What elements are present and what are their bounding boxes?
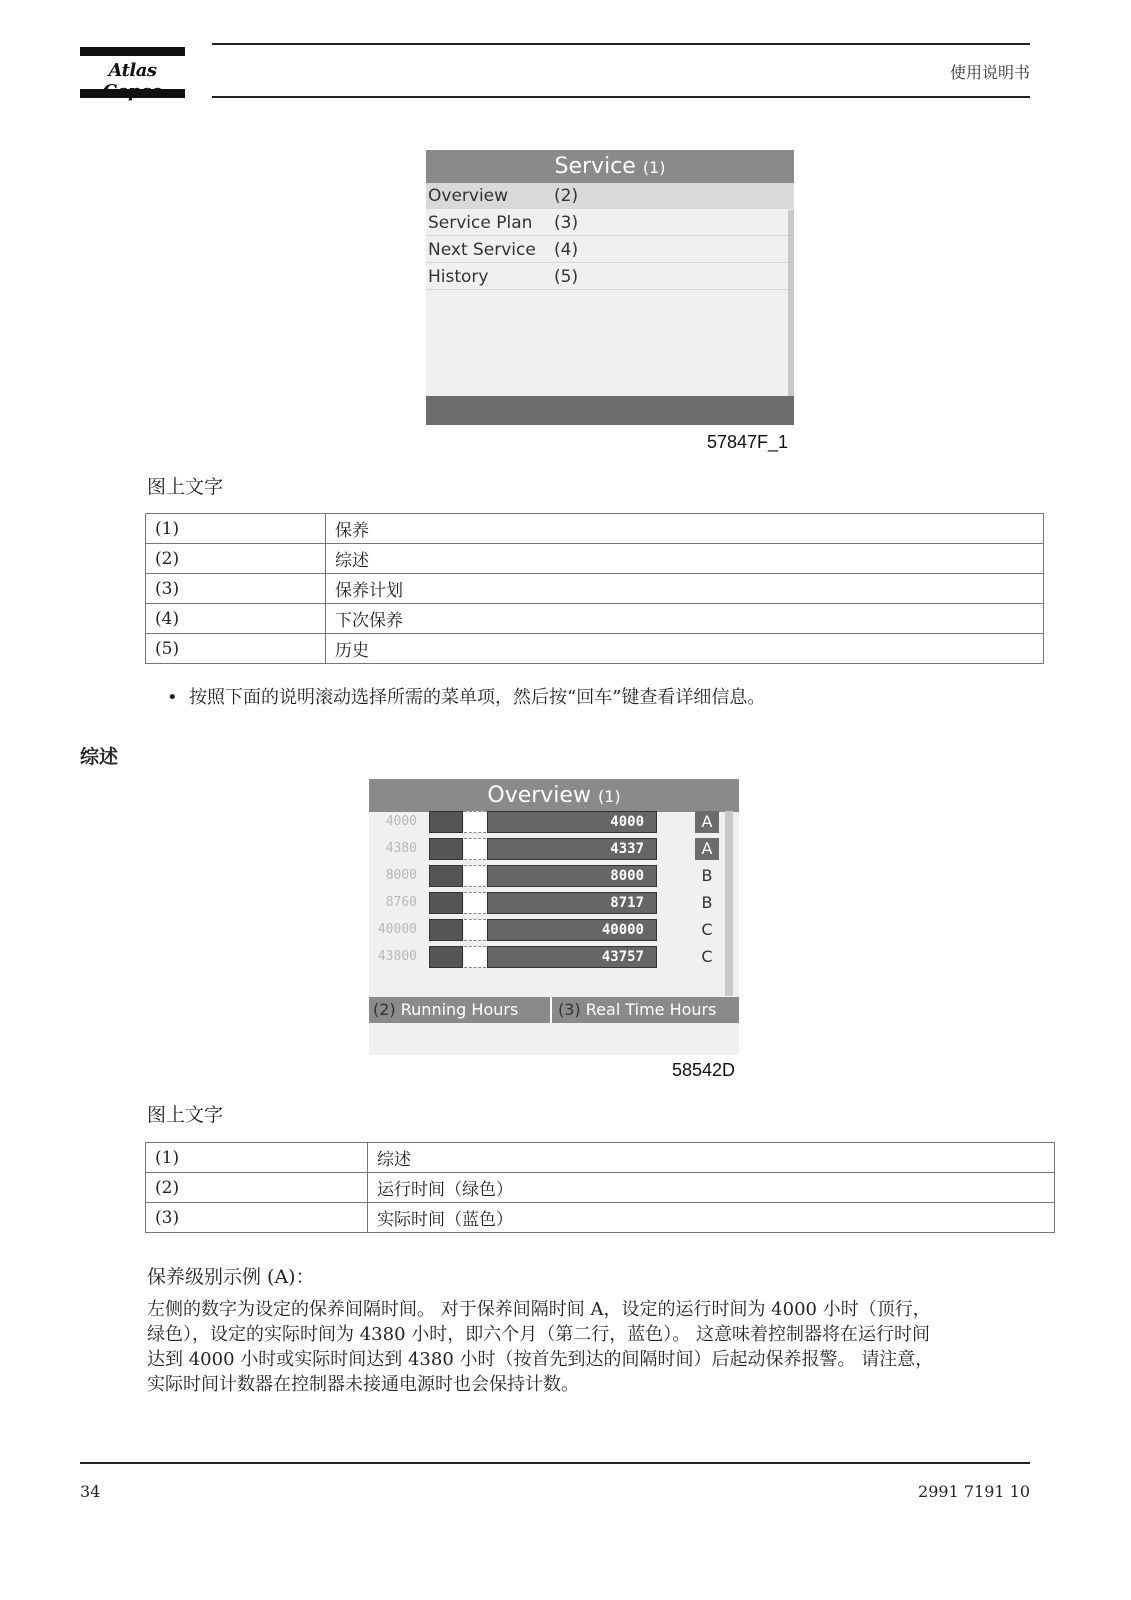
overview-tab-bar (369, 997, 739, 1023)
menu-item-label: History (428, 267, 489, 287)
table-row (146, 514, 1044, 544)
footer-rule (80, 1462, 1030, 1464)
service-title-text: Service (554, 154, 636, 179)
paragraph-line: 左侧的数字为设定的保养间隔时间。 对于保养间隔时间 A，设定的运行时间为 4000 小时（顶行， (147, 1299, 931, 1320)
header-rule-bottom (212, 96, 1030, 98)
bar-segment (464, 838, 486, 860)
bar-segment (429, 838, 463, 860)
bar-segment (429, 811, 463, 833)
figure-code: 57847F_1 (707, 432, 789, 452)
page-number: 34 (80, 1482, 101, 1501)
table-cell: (2) (146, 544, 326, 574)
table-cell: 运行时间（绿色） (368, 1173, 1055, 1203)
bullet-text: 按照下面的说明滚动选择所需的菜单项，然后按“回车”键查看详细信息。 (189, 687, 766, 708)
section-title: 综述 (80, 746, 119, 768)
paragraph-line: 达到 4000 小时或实际时间达到 4380 小时（按首先到达的间隔时间）后起动保养报警。 请注意， (147, 1349, 934, 1370)
bar-segment (464, 865, 486, 887)
interval-setpoint: 40000 (377, 922, 417, 937)
menu-item-ref: (3) (554, 213, 579, 233)
menu-item-ref: (5) (554, 267, 579, 287)
service-screen (426, 150, 794, 425)
counter-value: 8717 (487, 892, 657, 914)
logo-bar-top (80, 47, 185, 56)
overview-row (369, 838, 739, 860)
paragraph-line: 绿色），设定的实际时间为 4380 小时，即六个月（第二行，蓝色）。 这意味着控制器将在运行时间 (147, 1324, 930, 1345)
counter-value: 4000 (487, 811, 657, 833)
bar-segment (429, 865, 463, 887)
counter-value: 4337 (487, 838, 657, 860)
bar-segment (429, 892, 463, 914)
menu-item-next-service[interactable] (426, 237, 788, 263)
interval-setpoint: 8760 (385, 895, 417, 910)
legend-heading: 图上文字 (147, 1104, 224, 1126)
counter-value: 43757 (487, 946, 657, 968)
tab-label: Running Hours (400, 1000, 519, 1019)
menu-item-label: Overview (428, 186, 509, 206)
table-row (146, 1203, 1055, 1233)
table-cell: (3) (146, 1203, 368, 1233)
bar-segment (429, 946, 463, 968)
tab-label: Real Time Hours (585, 1000, 717, 1019)
interval-setpoint: 4000 (385, 814, 417, 829)
table-cell: 综述 (368, 1143, 1055, 1173)
bar-segment (464, 946, 486, 968)
service-level: B (701, 866, 713, 885)
menu-item-label: Next Service (428, 240, 536, 260)
overview-row (369, 811, 739, 833)
menu-item-history[interactable] (426, 264, 788, 290)
overview-row (369, 865, 739, 887)
table-row (146, 604, 1044, 634)
overview-row (369, 892, 739, 914)
overview-title-ref: (1) (597, 787, 621, 806)
menu-item-ref: (4) (554, 240, 579, 260)
service-title-ref: (1) (642, 158, 666, 177)
document-number: 2991 7191 10 (918, 1482, 1030, 1501)
table-cell: 保养 (326, 514, 1044, 544)
logo-text: Atlas (108, 60, 157, 81)
interval-setpoint: 8000 (385, 868, 417, 883)
service-level: B (701, 893, 713, 912)
bullet-dot: • (167, 687, 178, 708)
table-cell: 历史 (326, 634, 1044, 664)
tab-ref: (2) (373, 1000, 396, 1019)
service-level: C (701, 947, 713, 966)
bar-segment (464, 811, 486, 833)
table-row (146, 1143, 1055, 1173)
table-cell: 保养计划 (326, 574, 1044, 604)
figure-code: 58542D (672, 1060, 736, 1080)
table-cell: (5) (146, 634, 326, 664)
interval-setpoint: 4380 (385, 841, 417, 856)
table-cell: (4) (146, 604, 326, 634)
table-cell: (1) (146, 514, 326, 544)
overview-row (369, 946, 739, 968)
table-cell: (3) (146, 574, 326, 604)
scrollbar[interactable] (788, 210, 794, 396)
overview-title-text: Overview (487, 783, 591, 808)
tab-real-time-hours[interactable] (554, 997, 739, 1023)
table-cell: 综述 (326, 544, 1044, 574)
service-screen-title (426, 150, 794, 183)
header-rule-top (212, 43, 1030, 45)
menu-item-overview[interactable] (426, 183, 794, 209)
menu-item-service-plan[interactable] (426, 210, 788, 236)
atlas-copco-logo (80, 47, 185, 99)
table-cell: (2) (146, 1173, 368, 1203)
logo-bar-bottom (80, 89, 185, 98)
overview-row (369, 919, 739, 941)
table-row (146, 1173, 1055, 1203)
instruction-bullet (167, 683, 765, 709)
bar-segment (464, 919, 486, 941)
service-level: A (695, 811, 719, 833)
counter-value: 40000 (487, 919, 657, 941)
bar-segment (464, 892, 486, 914)
service-level: A (695, 838, 719, 860)
interval-setpoint: 43800 (377, 949, 417, 964)
example-heading: 保养级别示例 (A)： (147, 1266, 315, 1288)
menu-item-label: Service Plan (428, 213, 533, 233)
tab-running-hours[interactable] (369, 997, 552, 1023)
service-level: C (701, 920, 713, 939)
table-row (146, 544, 1044, 574)
legend-heading: 图上文字 (147, 476, 224, 498)
manual-title: 使用说明书 (949, 63, 1030, 82)
menu-item-ref: (2) (554, 186, 579, 206)
legend-table (145, 1142, 1055, 1233)
bar-segment (429, 919, 463, 941)
table-cell: (1) (146, 1143, 368, 1173)
legend-table (145, 513, 1044, 664)
table-cell: 实际时间（蓝色） (368, 1203, 1055, 1233)
service-screen-footer (426, 396, 794, 425)
overview-screen (369, 779, 739, 1055)
explanation-paragraph (147, 1297, 1032, 1397)
scrollbar[interactable] (725, 811, 733, 996)
table-row (146, 574, 1044, 604)
table-cell: 下次保养 (326, 604, 1044, 634)
overview-screen-title (369, 779, 739, 812)
counter-value: 8000 (487, 865, 657, 887)
table-row (146, 634, 1044, 664)
paragraph-line: 实际时间计数器在控制器未接通电源时也会保持计数。 (147, 1374, 579, 1395)
tab-ref: (3) (558, 1000, 581, 1019)
